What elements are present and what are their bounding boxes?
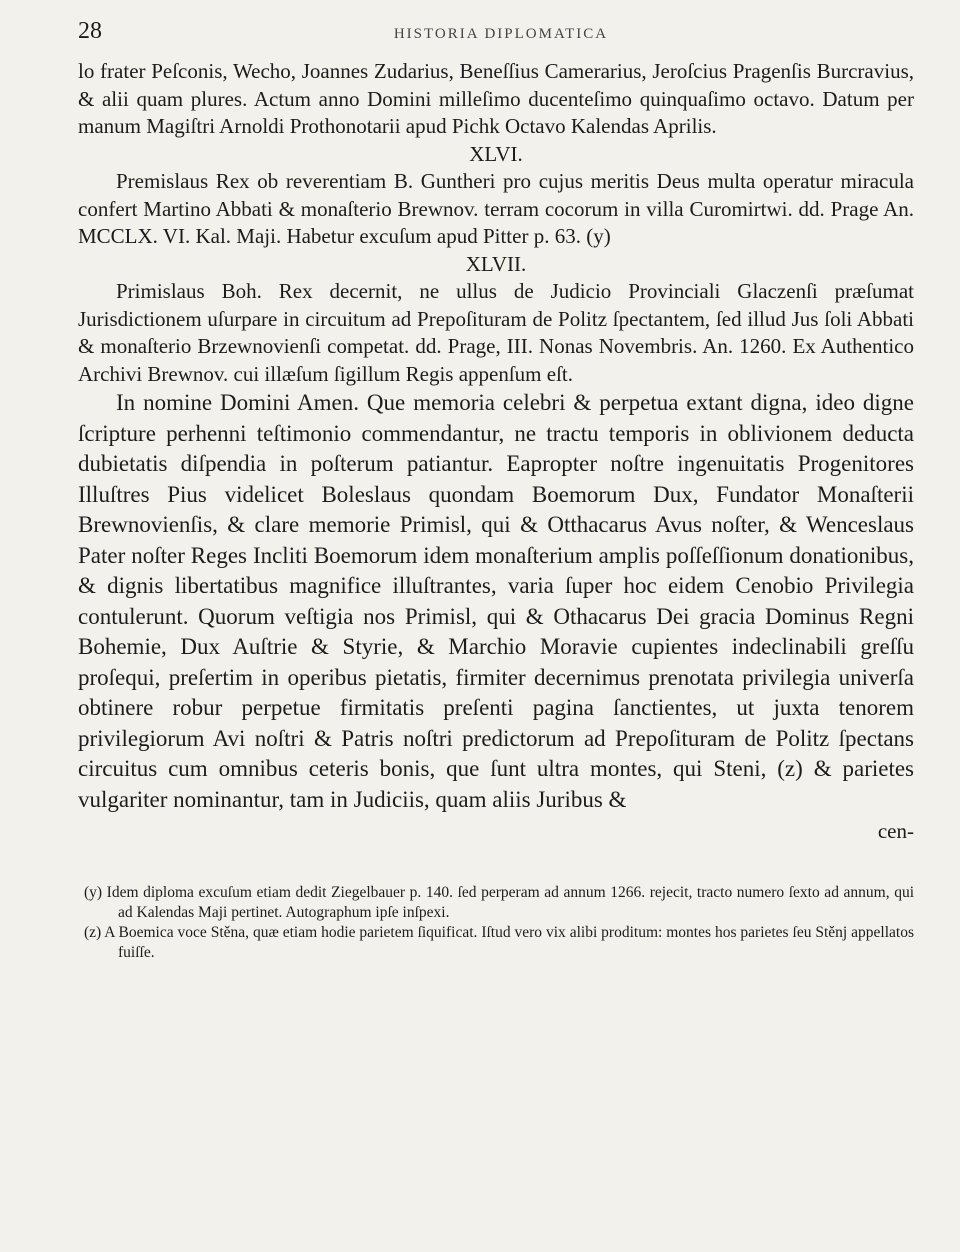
main-text (78, 58, 914, 845)
paragraph-summary-xlvii: Primislaus Boh. Rex decernit, ne ullus de Judicio Provinciali Glaczenſi præſumat Jurisdictionem uſurpare in circuitum ad Prepoſituram de Politz ſpectantem, ſed illud Jus ſoli Abbati & monaſterio Brzewnovienſi competat. dd. Prage, III. Nonas Novembris. An. 1260. Ex Authentico Archivi Brewnov. cui illæſum ſigillum Regis appenſum eſt. (78, 279, 914, 386)
running-head: HISTORIA DIPLOMATICA (393, 26, 609, 42)
page-number: 28 (78, 18, 102, 44)
heading-xlvi: XLVI. (469, 141, 523, 166)
footnote-z: (z) A Boemica voce Stěna, quæ etiam hodie parietem ſiquificat. Iſtud vero vix alibi proditum: montes hos parietes ſeu Stěnj appellatos fuiſſe. (84, 924, 914, 961)
footnote-y: (y) Idem diploma excuſum etiam dedit Ziegelbauer p. 140. ſed perperam ad annum 1266. rejecit, tracto numero ſexto ad annum, qui ad Kalendas Maji pertinet. Autographum ipſe inſpexi. (84, 884, 914, 921)
page-header (78, 18, 914, 58)
catchword: cen- (877, 819, 914, 843)
paragraph-charter-45-end: lo frater Peſconis, Wecho, Joannes Zudarius, Beneſſius Camerarius, Jeroſcius Pragenſis Burcravius, & alii quam plures. Actum anno Domini milleſimo ducenteſimo quinquaſimo octavo. Datum per manum Magiſtri Arnoldi Prothonotarii apud Pichk Octavo Kalendas Aprilis. (78, 59, 914, 138)
heading-xlvii: XLVII. (465, 251, 527, 276)
paragraph-summary-xlvi: Premislaus Rex ob reverentiam B. Guntheri pro cujus meritis Deus multa operatur miracula confert Martino Abbati & monaſterio Brewnov. terram cocorum in villa Curomirtwi. dd. Prage An. MCCLX. VI. Kal. Maji. Habetur excuſum apud Pitter p. 63. (y) (78, 169, 914, 248)
footnotes (78, 883, 914, 963)
charter-text: In nomine Domini Amen. Que memoria celebri & perpetua extant digna, ideo digne ſcripture perhenni teſtimonio commendantur, ne tractu temporis in oblivionem deducta dubietatis diſpendia in poſterum patiantur. Eapropter noſtre ingenuitatis Progenitores Illuſtres Pius videlicet Boleslaus quondam Boemorum Dux, Fundator Monaſterii Brewnovienſis, & clare memorie Primisl, qui & Otthacarus Avus noſter, & Wenceslaus Pater noſter Reges Incliti Boemorum idem monaſterium amplis poſſeſſionum donationibus, & dignis libertatibus magnifice illuſtrantes, varia ſuper hoc eidem Cenobio Privilegia contulerunt. Quorum veſtigia nos Primisl, qui & Othacarus Dei gracia Dominus Regni Bohemie, Dux Auſtrie & Styrie, & Marchio Moravie cupientes indeclinabili greſſu proſequi, preſertim in operibus pietatis, firmiter decernimus prenotata privilegia univerſa obtinere robur perpetue firmitatis preſenti pagina ſanctientes, ut juxta tenorem privilegiorum Avi noſtri & Patris noſtri predictorum ad Prepoſituram de Politz ſpectans circuitus cum omnibus ceteris bonis, que ſunt ultra montes, qui Steni, (z) & parietes vulgariter nominantur, tam in Judiciis, quam aliis Juribus & (78, 390, 914, 812)
